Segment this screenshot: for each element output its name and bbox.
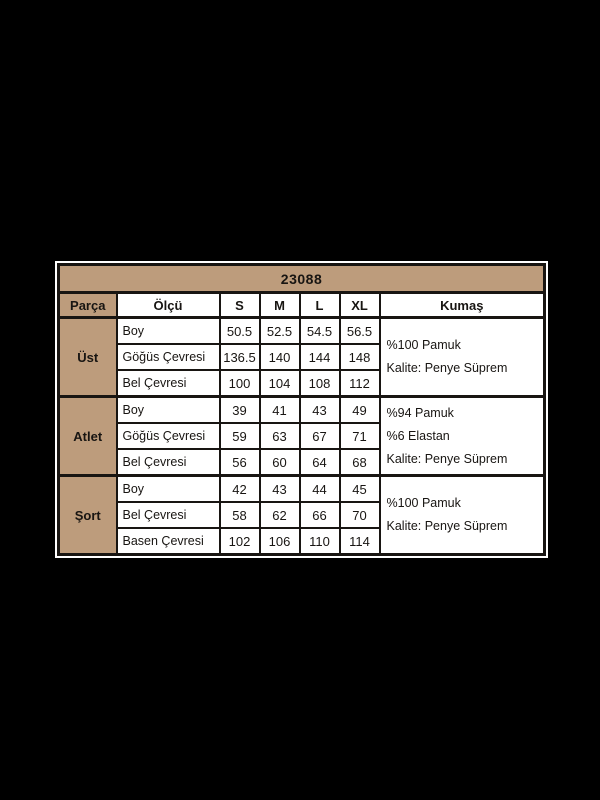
fabric-info-cell — [380, 476, 545, 555]
size-value-cell: 104 — [260, 370, 300, 397]
measure-label-cell: Göğüs Çevresi — [117, 344, 220, 370]
size-chart-table — [57, 263, 546, 556]
measure-label-cell: Bel Çevresi — [117, 449, 220, 476]
fabric-info-line: %100 Pamuk — [386, 496, 461, 510]
size-value-cell: 140 — [260, 344, 300, 370]
size-value-cell: 108 — [300, 370, 340, 397]
size-value-cell: 39 — [220, 397, 260, 424]
chart-title: 23088 — [59, 265, 545, 293]
size-value-cell: 44 — [300, 476, 340, 503]
size-value-cell: 114 — [340, 528, 380, 555]
column-header-size-l: L — [300, 293, 340, 318]
column-header-size-m: M — [260, 293, 300, 318]
fabric-info-cell — [380, 318, 545, 397]
fabric-info-line: %100 Pamuk — [386, 338, 461, 352]
table-title-row — [59, 265, 545, 293]
size-value-cell: 68 — [340, 449, 380, 476]
group-name-cell: Şort — [59, 476, 117, 555]
size-value-cell: 102 — [220, 528, 260, 555]
size-value-cell: 56.5 — [340, 318, 380, 345]
size-value-cell: 43 — [260, 476, 300, 503]
size-value-cell: 62 — [260, 502, 300, 528]
size-value-cell: 52.5 — [260, 318, 300, 345]
size-value-cell: 70 — [340, 502, 380, 528]
size-value-cell: 106 — [260, 528, 300, 555]
size-value-cell: 41 — [260, 397, 300, 424]
size-value-cell: 54.5 — [300, 318, 340, 345]
size-chart — [55, 261, 548, 558]
measure-label-cell: Bel Çevresi — [117, 502, 220, 528]
size-value-cell: 71 — [340, 423, 380, 449]
table-row — [59, 476, 545, 503]
table-row — [59, 318, 545, 345]
fabric-info-line: Kalite: Penye Süprem — [386, 519, 508, 533]
column-header-size-xl: XL — [340, 293, 380, 318]
column-header-parca: Parça — [59, 293, 117, 318]
column-header-size-s: S — [220, 293, 260, 318]
group-name-cell: Üst — [59, 318, 117, 397]
size-value-cell: 60 — [260, 449, 300, 476]
column-header-olcu: Ölçü — [117, 293, 220, 318]
column-header-kumas: Kumaş — [380, 293, 545, 318]
fabric-info-line: Kalite: Penye Süprem — [386, 451, 508, 466]
fabric-info-line: %6 Elastan — [386, 428, 450, 443]
size-value-cell: 63 — [260, 423, 300, 449]
size-value-cell: 66 — [300, 502, 340, 528]
size-value-cell: 50.5 — [220, 318, 260, 345]
size-value-cell: 56 — [220, 449, 260, 476]
size-value-cell: 67 — [300, 423, 340, 449]
size-value-cell: 43 — [300, 397, 340, 424]
measure-label-cell: Boy — [117, 397, 220, 424]
fabric-info-line: Kalite: Penye Süprem — [386, 361, 508, 375]
table-header-row — [59, 293, 545, 318]
measure-label-cell: Basen Çevresi — [117, 528, 220, 555]
measure-label-cell: Bel Çevresi — [117, 370, 220, 397]
size-value-cell: 100 — [220, 370, 260, 397]
size-value-cell: 64 — [300, 449, 340, 476]
fabric-info-line: %94 Pamuk — [386, 405, 454, 420]
measure-label-cell: Boy — [117, 476, 220, 503]
size-value-cell: 144 — [300, 344, 340, 370]
size-value-cell: 148 — [340, 344, 380, 370]
size-value-cell: 58 — [220, 502, 260, 528]
size-value-cell: 59 — [220, 423, 260, 449]
size-value-cell: 110 — [300, 528, 340, 555]
size-value-cell: 49 — [340, 397, 380, 424]
size-value-cell: 136.5 — [220, 344, 260, 370]
table-row — [59, 397, 545, 424]
size-value-cell: 45 — [340, 476, 380, 503]
size-value-cell: 112 — [340, 370, 380, 397]
group-name-cell: Atlet — [59, 397, 117, 476]
size-value-cell: 42 — [220, 476, 260, 503]
measure-label-cell: Göğüs Çevresi — [117, 423, 220, 449]
fabric-info-cell — [380, 397, 545, 476]
measure-label-cell: Boy — [117, 318, 220, 345]
